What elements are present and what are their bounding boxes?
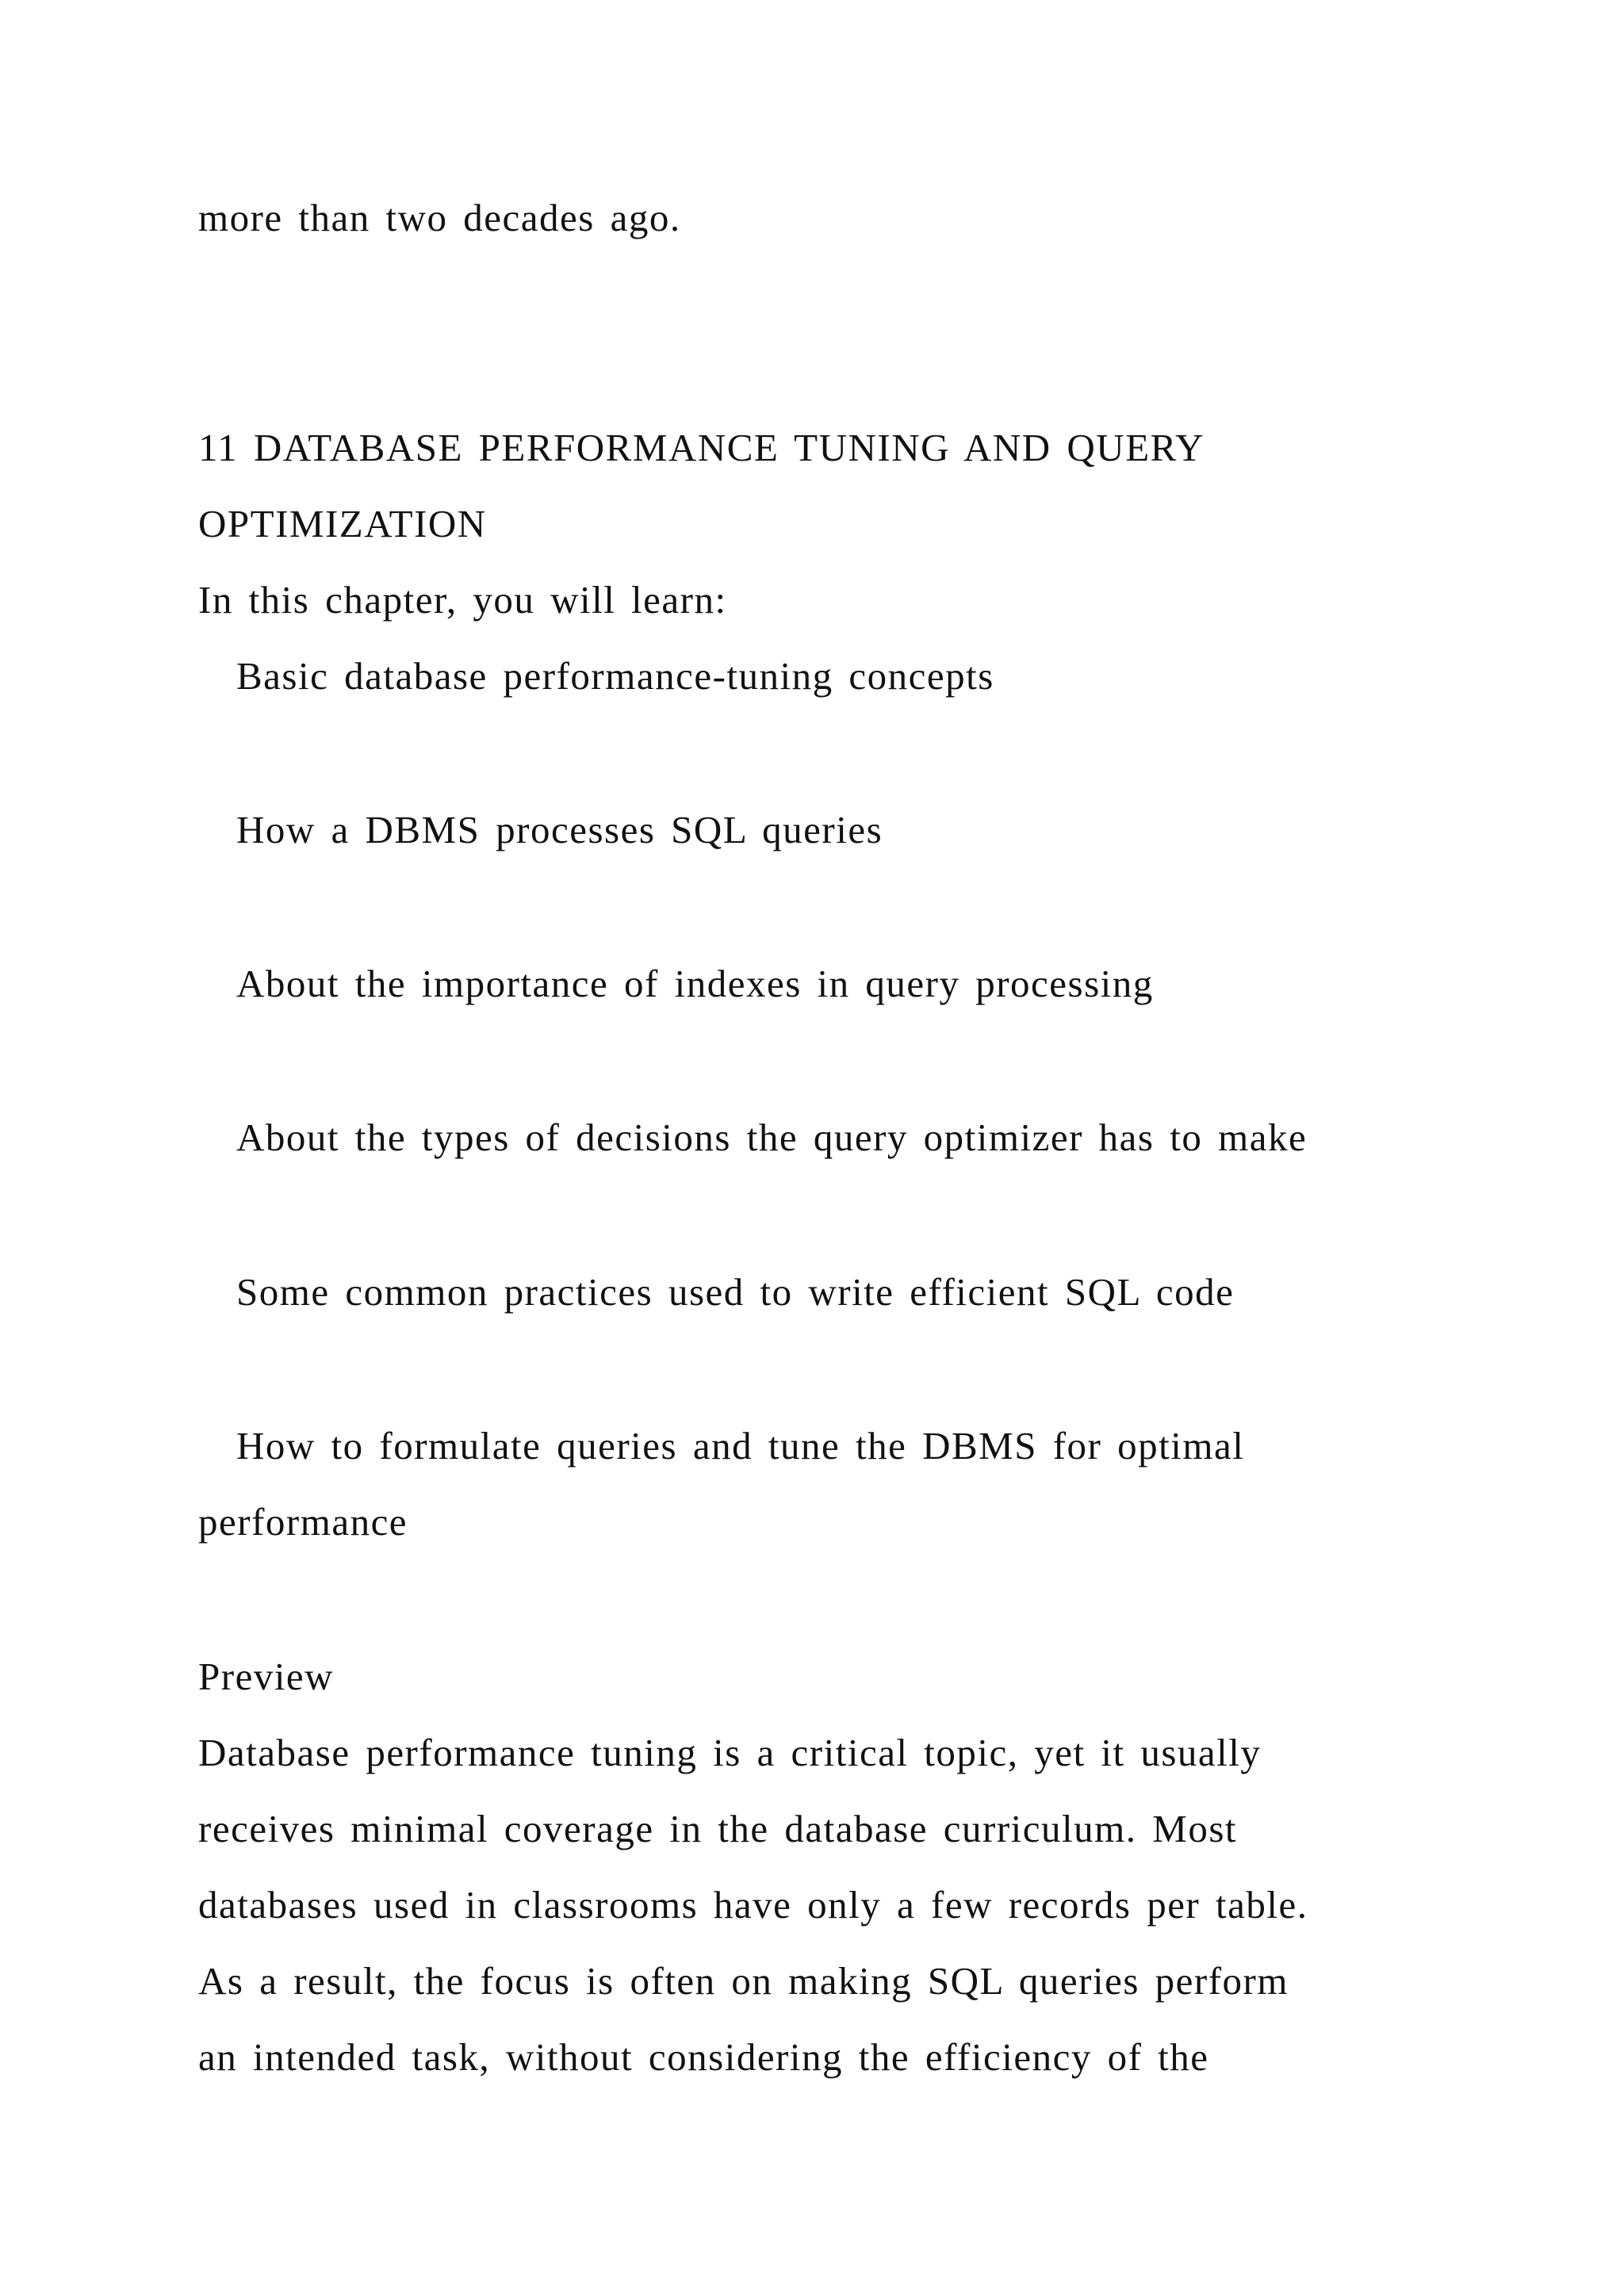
chapter-heading-line-1: 11 DATABASE PERFORMANCE TUNING AND QUERY: [198, 426, 1205, 469]
preview-line: databases used in classrooms have only a few records per table.: [198, 1883, 1308, 1927]
objective-item: Basic database performance-tuning concepts: [236, 654, 994, 698]
chapter-heading-line-2: OPTIMIZATION: [198, 502, 487, 545]
preview-line: an intended task, without considering the efficiency of the: [198, 2035, 1209, 2079]
objective-continuation: performance: [198, 1500, 408, 1544]
preview-line: As a result, the focus is often on making SQL queries perform: [198, 1959, 1289, 2003]
objective-item: Some common practices used to write efficient SQL code: [236, 1270, 1235, 1314]
preview-heading: Preview: [198, 1655, 335, 1698]
objective-item: How to formulate queries and tune the DBMS for optimal: [236, 1424, 1245, 1468]
objective-item: About the types of decisions the query optimizer has to make: [236, 1115, 1308, 1159]
preview-line: Database performance tuning is a critical topic, yet it usually: [198, 1731, 1262, 1774]
intro-text: In this chapter, you will learn:: [198, 578, 727, 622]
opening-line: more than two decades ago.: [198, 196, 681, 239]
objective-item: About the importance of indexes in query processing: [236, 962, 1154, 1005]
objective-item: How a DBMS processes SQL queries: [236, 808, 883, 851]
preview-line: receives minimal coverage in the database curriculum. Most: [198, 1807, 1238, 1850]
